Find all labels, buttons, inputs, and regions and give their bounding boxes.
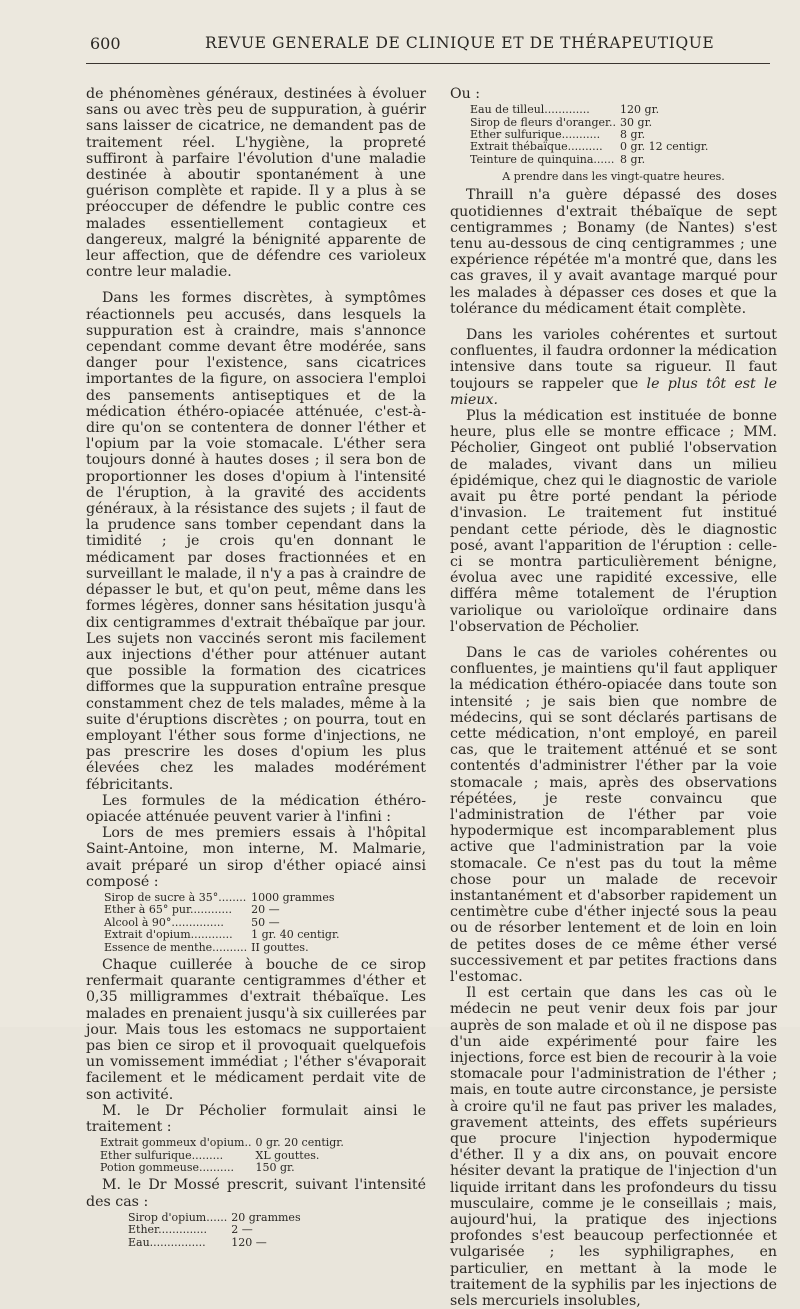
paragraph: Dans le cas de varioles cohérentes ou confluentes, je maintiens qu'il faut appliquer la médication éthéro-opiacée dans toute son intensité ; je sais bien que nombre de médecins, qui se sont déclarés partisans de cette médication, n'ont employé, en pareil cas, que le traitement atténué et se sont contentés d'administrer l'éther par la voie stomacale ; mais, après des observations répétées, je reste convaincu que l'administration de l'éther par voie hypodermique est incomparablement plus active que l'administration par la voie stomacale. Ce n'est pas du tout la même chose pour un malade de recevoir instantanément et d'absorber rapidement un centimètre cube d'éther injecté sous la peau ou de résorber lentement et de loin en loin de petites doses de ce même éther versé successivement et par petites fractions dans l'estomac. [450,644,777,985]
paragraph: Il est certain que dans les cas où le médecin ne peut venir deux fois par jour auprès de son malade et où il ne dispose pas d'un aide expérimenté pour faire les injections, force est bien de recourir à la voie stomacale pour l'administration de l'éther ; mais, en toute autre circonstance, je persiste à croire qu'il ne faut pas priver les malades, gravement atteints, des effets supérieurs que procure l'injection hypodermique d'éther. Il y a dix ans, on pouvait encore hésiter devant la pratique de l'injection d'un liquide irritant dans les profondeurs du tissu musculaire, comme je le conseillais ; mais, aujourd'hui, la pratique des injections profondes s'est beaucoup perfectionnée et vulgarisée ; les syphiligraphes, en particulier, en mettant à la mode le traitement de la syphilis par les injections de sels mercuriels insolubles, [450,985,777,1309]
quantity: 120 — [231,1235,267,1249]
ingredient: Ether sulfurique......... [100,1148,224,1162]
formula-row [100,1150,348,1162]
formula-note: A prendre dans les vingt-quatre heures. [502,170,725,184]
ingredient: Sirop de sucre à 35°........ [104,890,247,904]
formula-row [470,154,712,166]
ingredient: Eau de tilleul............. [470,103,590,117]
formula-row [470,141,712,153]
paragraph: Lors de mes premiers essais à l'hôpital Saint-Antoine, mon interne, M. Malmarie, avait préparé un sirop d'éther opiacé ainsi composé : [86,825,426,890]
paragraph: de phénomènes généraux, destinées à évoluer sans ou avec très peu de suppuration, à guérir sans laisser de cicatrice, ne demandent pas de traitement réel. L'hygiène, la propreté suffiront à parfaire l'évolution d'une maladie destinée à aboutir spontanément à une guérison complète et rapide. Il y a plus à se préoccuper de défendre le public contre ces malades essentiellement contagieux et dangereux, malgré la bénignité apparente de leur affection, que de défendre ces varioleux contre leur maladie. [86,86,426,281]
formula-row [470,104,712,116]
journal-title: REVUE GENERALE DE CLINIQUE ET DE THÉRAPEUTIQUE [205,34,715,52]
formula-row [128,1237,305,1249]
quantity: 120 gr. [620,103,660,117]
quantity: 8 gr. [620,128,646,142]
quantity: 0 gr. 12 centigr. [620,140,709,154]
quantity: 8 gr. [620,152,646,166]
paragraph: M. le Dr Mossé prescrit, suivant l'intensité des cas : [86,1177,426,1210]
right-column [450,86,777,1309]
paragraph [450,327,777,408]
ingredient: Teinture de quinquina...... [470,152,615,166]
ingredient: Sirop d'opium...... [128,1210,228,1224]
formula-row [100,1137,348,1149]
formula-table [104,892,344,954]
paragraph: Thraill n'a guère dépassé des doses quotidiennes d'extrait thébaïque de sept centigrammes ; Bonamy (de Nantes) s'est tenu au-dessous de cinq centigrammes ; une expérience répétée m'a montré que, dans les cas graves, il y avait avantage marqué pour les malades à dépasser ces doses et que la tolérance du médicament était complète. [450,187,777,317]
ingredient: Ether sulfurique........... [470,128,601,142]
ingredient: Extrait d'opium............ [104,928,233,942]
ingredient: Ether.............. [128,1223,208,1237]
quantity: 2 — [231,1223,253,1237]
ingredient: Essence de menthe.......... [104,940,248,954]
formula-table [100,1137,348,1174]
quantity: 150 gr. [255,1161,295,1175]
paragraph-text: Dans les varioles cohérentes et surtout confluentes, il faudra ordonner la médication intensive dans toute sa rigueur. Il faut toujours se rappeler que [450,327,777,392]
ingredient: Extrait gommeux d'opium.. [100,1136,252,1150]
ingredient: Sirop de fleurs d'oranger.. [470,115,617,129]
paragraph: Dans les formes discrètes, à symptômes réactionnels peu accusés, dans lesquels la suppuration est à craindre, mais s'annonce cependant comme devant être modérée, sans danger pour l'existence, sans cicatrices importantes de la figure, on associera l'emploi des pansements antiseptiques et de la médication éthéro-opiacée atténuée, c'est-à-dire qu'on se contentera de donner l'éther et l'opium par la voie stomacale. L'éther sera toujours donné à hautes doses ; il sera bon de proportionner les doses d'opium à l'intensité de l'éruption, à la gravité des accidents généraux, à la résistance des sujets ; il faut de la prudence sans tomber cependant dans la timidité ; je crois qu'en donnant le médicament par doses fractionnées et en surveillant le malade, il n'y a pas à craindre de dépasser le but, et qu'on peut, même dans les formes légères, donner sans hésitation jusqu'à dix centigrammes d'extrait thébaïque par jour. Les sujets non vaccinés seront mis facilement aux injections d'éther pour atténuer autant que possible la formation des cicatrices difformes que la suppuration entraîne presque constamment chez de tels malades, même à la suite d'éruptions discrètes ; on pourra, tout en employant l'éther sous forme d'injections, ne pas prescrire les doses d'opium les plus élevées chez les malades modérément fébricitants. [86,290,426,793]
quantity: 30 gr. [620,115,653,129]
quantity: 50 — [251,915,280,929]
quantity: 20 grammes [231,1210,301,1224]
ingredient: Alcool à 90°............... [104,915,224,929]
quantity: II gouttes. [251,940,309,954]
emphasis: le plus tôt est le mieux. [450,375,777,408]
ingredient: Extrait thébaïque.......... [470,140,603,154]
formula-row [100,1162,348,1174]
formula-row [104,942,344,954]
paragraph: Ou : [450,86,481,102]
formula-row [128,1212,305,1224]
quantity: 0 gr. 20 centigr. [255,1136,344,1150]
paragraph: Chaque cuillerée à bouche de ce sirop renfermait quarante centigrammes d'éther et 0,35 milligrammes d'extrait thébaïque. Les malades en prenaient jusqu'à six cuillerées par jour. Mais tous les estomacs ne supportaient pas bien ce sirop et il provoquait quelquefois un vomissement immédiat ; l'éther s'évaporait facilement et le médicament perdait vite de son activité. [86,956,426,1103]
formula-row [104,904,344,916]
page-number: 600 [90,34,121,53]
formula-table [470,104,712,166]
formula-row [128,1224,305,1236]
left-column [86,86,426,1252]
paragraph: M. le Dr Pécholier formulait ainsi le traitement : [86,1102,426,1136]
ingredient: Potion gommeuse.......... [100,1161,234,1175]
formula-table [128,1212,305,1249]
paragraph: Les formules de la médication éthéro-opiacée atténuée peuvent varier à l'infini : [86,792,426,825]
ingredient: Eau................ [128,1235,206,1249]
formula-row [104,929,344,941]
header-rule [86,63,770,64]
paragraph: Plus la médication est instituée de bonne heure, plus elle se montre efficace ; MM. Pécholier, Gingeot ont publié l'observation de malades, vivant dans un milieu épidémique, chez qui le diagnostic de variole avait pu être porté pendant la période d'invasion. Le traitement fut institué pendant cette période, dès le diagnostic posé, avant l'apparition de l'éruption : celle-ci se montra particulièrement bénigne, évolua avec une rapidité excessive, elle différa même totalement de l'éruption variolique ou varioloïque ordinaire dans l'observation de Pécholier. [450,408,777,635]
quantity: 20 — [251,903,280,917]
quantity: 1000 grammes [251,890,335,904]
ingredient: Ether à 65° pur............ [104,903,232,917]
quantity: XL gouttes. [255,1148,320,1162]
quantity: 1 gr. 40 centigr. [251,928,340,942]
running-header [90,34,770,58]
